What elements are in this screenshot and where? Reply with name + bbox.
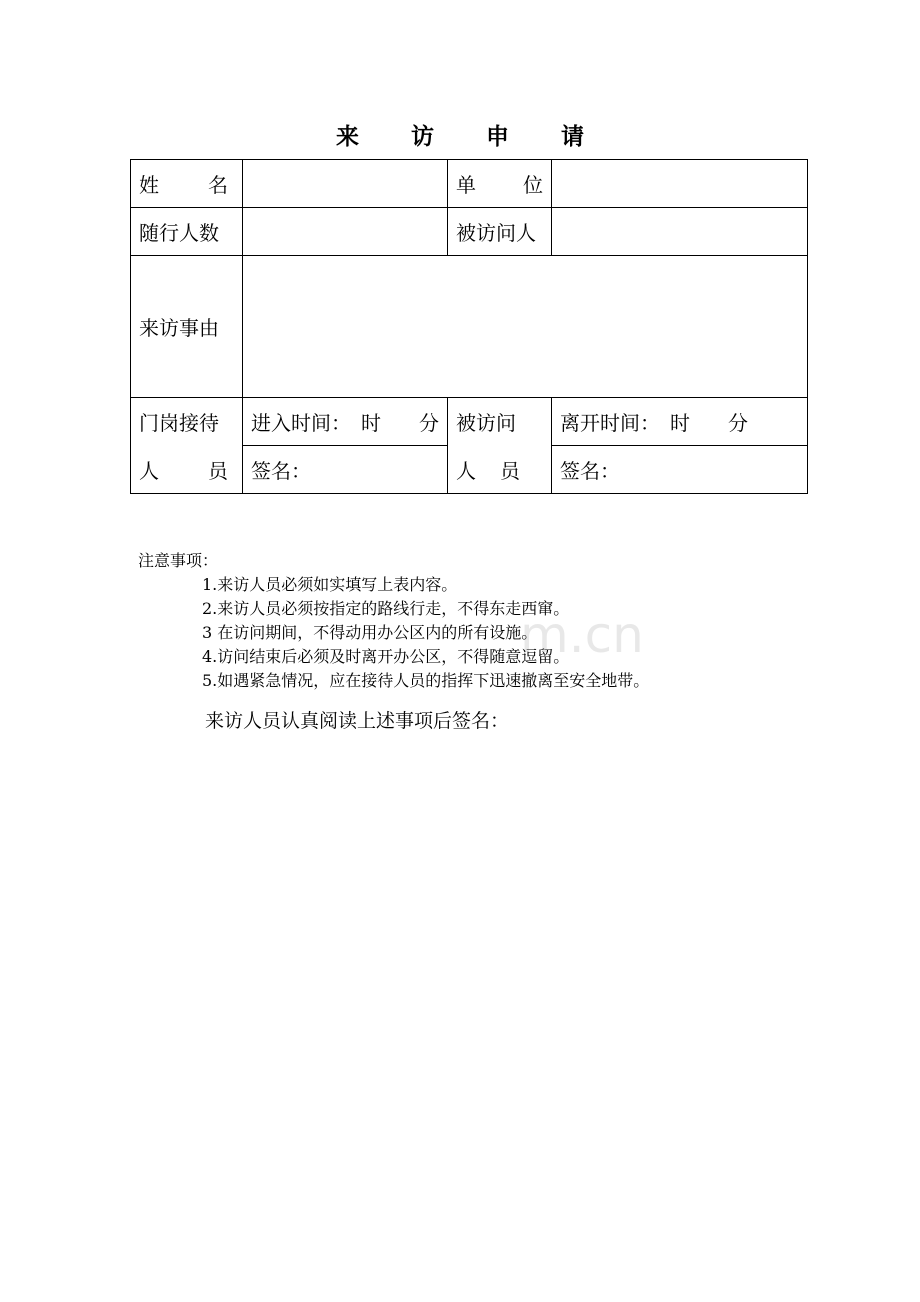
leave-time-cell[interactable] (552, 398, 808, 446)
note-item: 4.访问结束后必须及时离开办公区，不得随意逗留。 (202, 647, 570, 666)
gate-label-line1: 门岗接待 (131, 398, 243, 446)
row-companions-visitee (131, 208, 808, 256)
visited-sign-label: 签名： (560, 459, 620, 483)
notes-list (202, 573, 649, 693)
note-item: 2.来访人员必须按指定的路线行走，不得东走西窜。 (202, 599, 570, 618)
visited-label-line2-right: 员 (500, 458, 520, 483)
row-name-unit (131, 160, 808, 208)
watermark: m.cn (520, 606, 644, 664)
gate-sign-label: 签名： (251, 459, 311, 483)
page-title: 来 访 申 请 (335, 124, 607, 150)
gate-label-line2-left: 人 (139, 458, 159, 483)
name-field[interactable] (243, 160, 448, 208)
note-item: 5.如遇紧急情况，应在接待人员的指挥下迅速撤离至安全地带。 (202, 671, 650, 690)
gate-label-line2-cell (131, 446, 243, 494)
leave-time-label: 离开时间： (560, 411, 660, 435)
leave-hour-label: 时 (670, 411, 690, 435)
entry-time-label: 进入时间： (251, 411, 351, 435)
entry-time-cell[interactable] (243, 398, 448, 446)
row-signatures (131, 446, 808, 494)
gate-label-line2-right: 员 (208, 458, 228, 483)
visited-label-line2-left: 人 (456, 458, 476, 483)
row-reason (131, 256, 808, 398)
reason-field[interactable] (243, 256, 808, 398)
unit-label-right: 位 (523, 173, 543, 197)
gate-sign-cell[interactable] (243, 446, 448, 494)
leave-minute-label: 分 (728, 411, 748, 435)
reason-label: 来访事由 (131, 256, 243, 398)
sign-statement: 来访人员认真阅读上述事项后签名： (205, 710, 510, 732)
visited-sign-cell[interactable] (552, 446, 808, 494)
entry-minute-label: 分 (419, 411, 439, 435)
notes-title: 注意事项： (138, 551, 219, 570)
entry-hour-label: 时 (361, 411, 381, 435)
companions-field[interactable] (243, 208, 448, 256)
name-label-cell (131, 160, 243, 208)
visited-label-line1: 被访问 (448, 398, 552, 446)
visitee-label: 被访问人 (448, 208, 552, 256)
companions-label: 随行人数 (131, 208, 243, 256)
visit-application-table (130, 159, 808, 494)
name-label-left: 姓 (139, 173, 159, 197)
row-times (131, 398, 808, 446)
visited-label-line2-cell (448, 446, 552, 494)
note-item: 3 在访问期间，不得动用办公区内的所有设施。 (202, 623, 538, 642)
note-item: 1.来访人员必须如实填写上表内容。 (202, 575, 458, 594)
unit-label-cell (448, 160, 552, 208)
name-label-right: 名 (208, 173, 228, 197)
unit-label-left: 单 (456, 173, 476, 197)
visitee-field[interactable] (552, 208, 808, 256)
unit-field[interactable] (552, 160, 808, 208)
